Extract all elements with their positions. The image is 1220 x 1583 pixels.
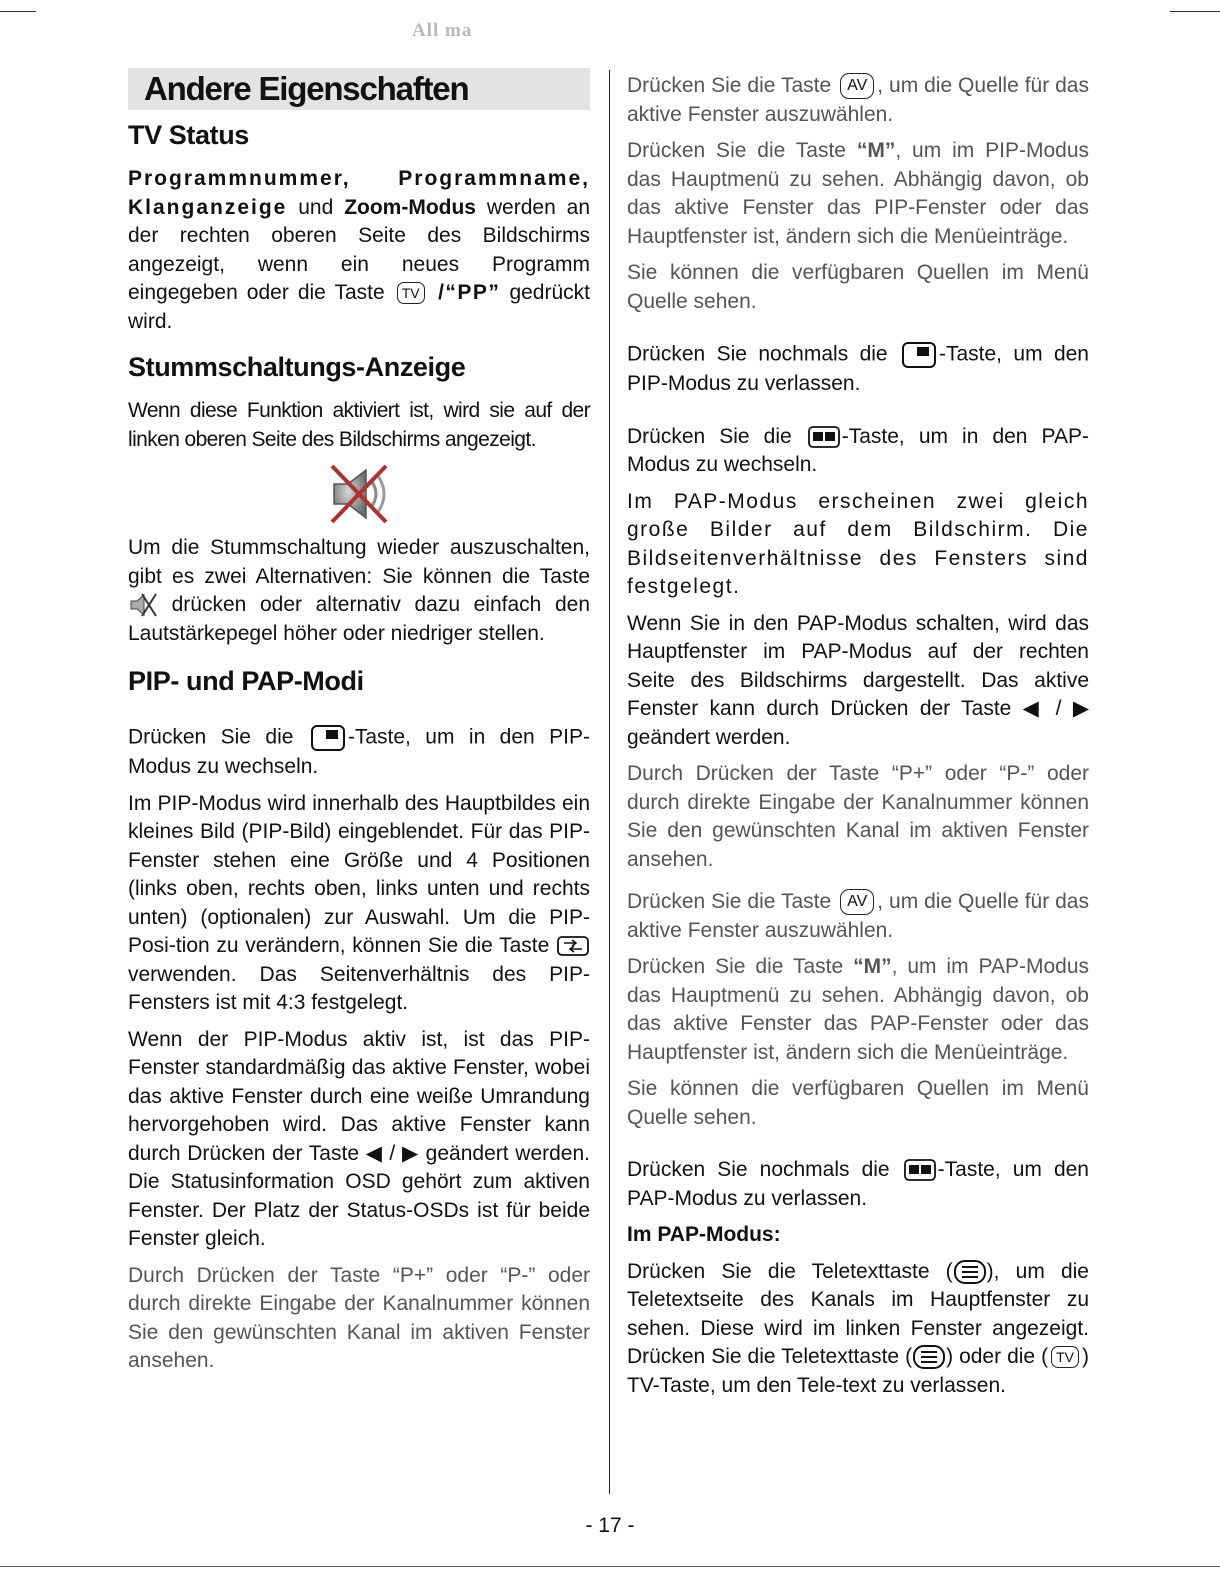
pip-paragraph-2-a: Im PIP-Modus wird innerhalb des Hauptbildes ein kleines Bild (PIP-Bild) eingeblendet. Für das PIP-Fenster stehen eine Größe und 4 Positionen (links oben, rechts oben, links unten und rechts unten) (optionalen) zur Auswahl. Um die PIP-Posi-tion zu verändern, können Sie die Taste [128, 791, 590, 957]
right-paragraph-9 [627, 888, 1089, 945]
m-key-label: “M” [856, 139, 896, 162]
pip-paragraph-1-a: Drücken Sie die [128, 725, 308, 749]
column-divider [609, 70, 610, 1494]
right-paragraph-10-a: Drücken Sie die Taste [627, 955, 854, 978]
tv-status-paragraph [128, 165, 590, 336]
tv-status-heading: TV Status [128, 120, 249, 150]
swap-button-icon [556, 934, 590, 958]
tv-key-icon: TV [1051, 1346, 1079, 1368]
av-key-icon: AV [840, 73, 874, 99]
right-paragraph-14-c: ) oder die ( [946, 1345, 1049, 1368]
pap-mode-subheading [627, 1221, 1089, 1250]
mute-heading: Stummschaltungs-Anzeige [128, 352, 466, 382]
right-paragraph-6: Im PAP-Modus erscheinen zwei gleich große Bilder auf dem Bildschirm. Die Bildseitenverhältnisse des Fensters sind festgelegt. [627, 489, 1089, 598]
mute-speaker-icon [326, 462, 392, 526]
right-paragraph-10 [627, 953, 1089, 1067]
right-paragraph-11: Sie können die verfügbaren Quellen im Menü Quelle sehen. [627, 1077, 1089, 1129]
pip-paragraph-4: Durch Drücken der Taste “P+” oder “P-” oder durch direkte Eingabe der Kanalnummer können Sie den gewünschten Kanal im aktiven Fenster ansehen. [128, 1263, 590, 1372]
pip-button-icon [899, 340, 939, 370]
teletext-button-icon [912, 1344, 946, 1370]
mute-paragraph-2-a: Um die Stummschaltung wieder auszuschalten, gibt es zwei Alternativen: Sie können die Taste [128, 536, 590, 588]
crop-mark-bottom [0, 1566, 1220, 1567]
right-paragraph-10-b: , um im PAP-Modus das Hauptmenü zu sehen. Abhängig davon, ob das aktive Fenster das PAP-Fenster oder das Hauptfenster ist, ändern sich die Menüeinträge. [627, 955, 1089, 1064]
right-paragraph-9-a: Drücken Sie die Taste [627, 890, 838, 913]
pip-button-icon [308, 723, 348, 753]
right-paragraph-1-a: Drücken Sie die Taste [627, 74, 838, 97]
right-paragraph-5-a: Drücken Sie die [627, 424, 806, 448]
pap-button-icon [902, 1157, 938, 1183]
right-paragraph-12-a: Drücken Sie nochmals die [627, 1158, 902, 1181]
section-title-bar [128, 68, 590, 110]
right-paragraph-3: Sie können die verfügbaren Quellen im Menü Quelle sehen. [627, 261, 1089, 313]
right-paragraph-12 [627, 1156, 1089, 1213]
mute-paragraph-1: Wenn diese Funktion aktiviert ist, wird sie auf der linken oberen Seite des Bildschirms angezeigt. [128, 399, 590, 451]
crop-mark-top-right [1170, 11, 1220, 12]
right-paragraph-7: Wenn Sie in den PAP-Modus schalten, wird das Hauptfenster im PAP-Modus auf der rechten Seite des Bildschirms dargestellt. Das aktive Fenster kann durch Drücken der Taste ◀ / ▶ geändert werden. [627, 611, 1089, 749]
right-paragraph-4-b: -Taste, um den PIP-Modus zu verlassen. [627, 342, 1089, 395]
header-mark: All ma [412, 20, 473, 41]
tv-status-bold-3: /“PP” [427, 281, 501, 304]
pip-paragraph-1-b: -Taste, um in den PIP-Modus zu wechseln. [128, 725, 590, 778]
tv-status-text-1: und [287, 195, 345, 219]
right-paragraph-2 [627, 137, 1089, 251]
right-paragraph-14-b: ), um die Teletextseite des Kanals im Hauptfenster zu sehen. Diese wird im linken Fenster angezeigt. Drücken Sie die Teletexttaste ( [627, 1259, 1089, 1368]
right-paragraph-2-b: , um im PIP-Modus das Hauptmenü zu sehen. Abhängig davon, ob das aktive Fenster das PIP-Fenster oder das Hauptfenster ist, ändern sich die Menüeinträge. [627, 139, 1089, 248]
m-key-label: “M” [853, 955, 892, 978]
tv-status-bold-2: Zoom-Modus [344, 195, 476, 219]
pap-button-icon [806, 424, 842, 450]
pip-paragraph-2 [128, 790, 590, 1018]
pip-pap-heading: PIP- und PAP-Modi [128, 666, 364, 696]
mute-paragraph-2-b: drücken oder alternativ dazu einfach den Lautstärkepegel höher oder niedriger stellen. [128, 593, 590, 645]
teletext-button-icon [953, 1259, 987, 1285]
right-paragraph-12-b: -Taste, um den PAP-Modus zu verlassen. [627, 1158, 1089, 1210]
pap-mode-label: Im PAP-Modus: [627, 1223, 781, 1246]
right-paragraph-5 [627, 423, 1089, 480]
mute-paragraph-2 [128, 534, 590, 648]
right-paragraph-9-b: , um die Quelle für das aktive Fenster auszuwählen. [627, 890, 1089, 942]
section-title: Andere Eigenschaften [144, 70, 469, 107]
tv-status-bold-1: Programmnummer, Programmname, Klanganzeige [128, 167, 590, 219]
right-paragraph-14 [627, 1258, 1089, 1401]
mute-button-icon [128, 592, 158, 618]
right-paragraph-2-a: Drücken Sie die Taste [627, 139, 857, 162]
av-key-icon: AV [840, 889, 874, 915]
tv-status-text-3: gedrückt wird. [128, 281, 590, 333]
pip-paragraph-3: Wenn der PIP-Modus aktiv ist, ist das PIP-Fenster standardmäßig das aktive Fenster, wobei das aktive Fenster durch eine weiße Umrandung hervorgehoben wird. Das aktive Fenster kann durch Drücken der Taste ◀ / ▶ geändert werden. Die Statusinformation OSD gehört zum aktiven Fenster. Der Platz der Status-OSDs ist für beide Fenster gleich. [128, 1027, 590, 1250]
crop-mark-top-left [0, 11, 36, 12]
tv-status-text-2: werden an der rechten oberen Seite des Bildschirms angezeigt, wenn ein neues Programm eingegeben oder die Taste [128, 195, 590, 304]
right-paragraph-4 [627, 340, 1089, 399]
right-paragraph-14-d: ) TV-Taste, um den Tele-text zu verlassen. [627, 1345, 1089, 1397]
right-column [627, 72, 1089, 1408]
left-column [128, 68, 590, 1384]
page-number: - 17 - [585, 1514, 635, 1537]
right-paragraph-8: Durch Drücken der Taste “P+” oder “P-” oder durch direkte Eingabe der Kanalnummer können Sie den gewünschten Kanal im aktiven Fenster ansehen. [627, 762, 1089, 871]
right-paragraph-1 [627, 72, 1089, 129]
right-paragraph-5-b: -Taste, um in den PAP-Modus zu wechseln. [627, 424, 1090, 476]
pip-paragraph-2-b: verwenden. Das Seitenverhältnis des PIP-Fensters ist mit 4:3 festgelegt. [128, 962, 590, 1014]
pip-paragraph-1 [128, 723, 590, 782]
right-paragraph-1-b: , um die Quelle für das aktive Fenster auszuwählen. [627, 74, 1089, 126]
right-paragraph-4-a: Drücken Sie nochmals die [627, 342, 899, 366]
right-paragraph-14-a: Drücken Sie die Teletexttaste ( [627, 1259, 953, 1283]
tv-key-icon: TV [397, 282, 425, 304]
